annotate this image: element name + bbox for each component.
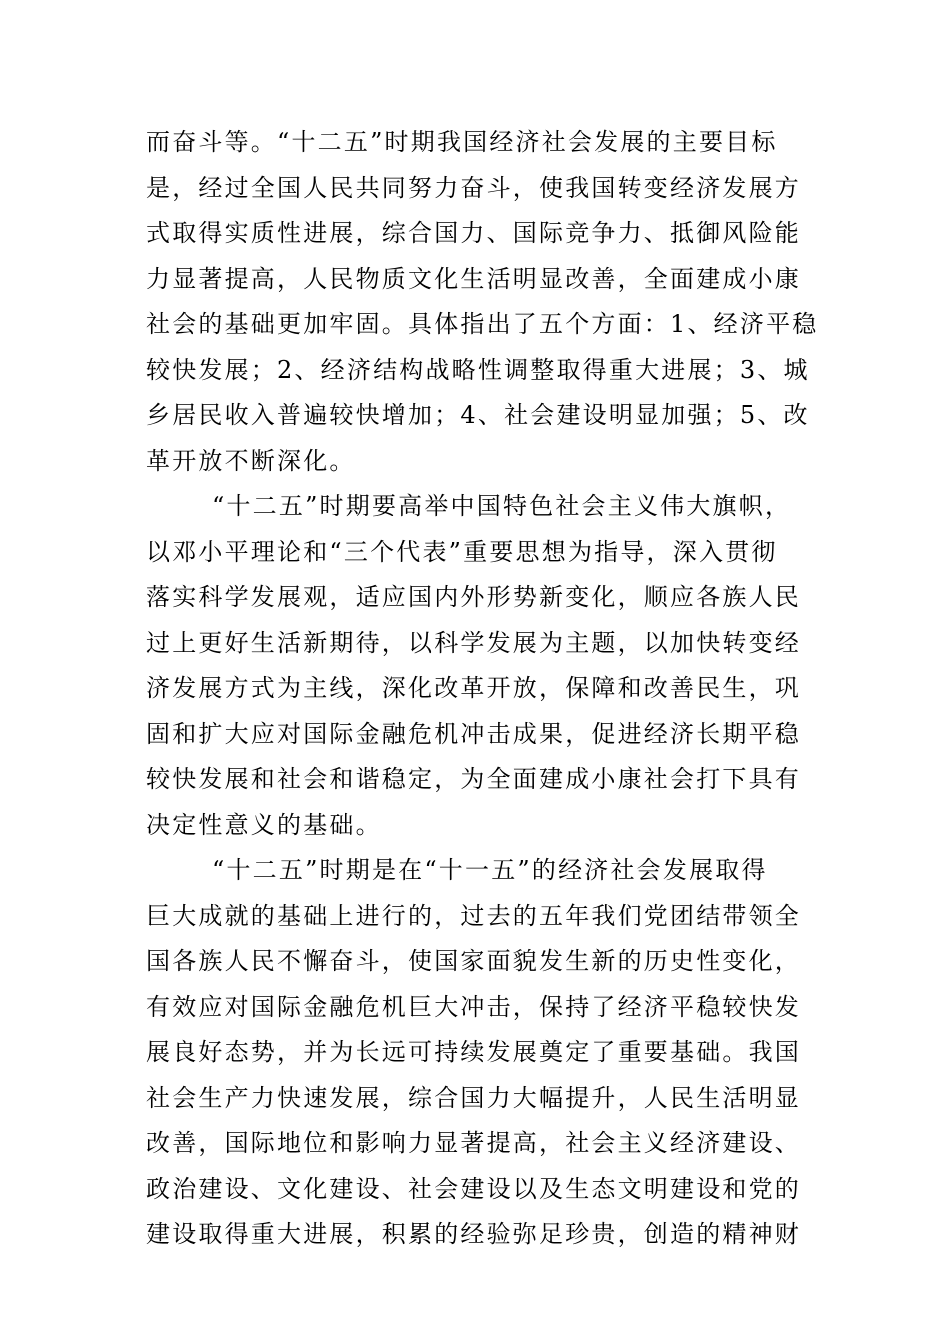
text-line: “十二五”时期要高举中国特色社会主义伟大旗帜， <box>212 492 792 520</box>
paragraph-2 <box>146 484 806 848</box>
text-line: “十二五”时期是在“十一五”的经济社会发展取得 <box>212 856 768 884</box>
text-line: 巨大成就的基础上进行的，过去的五年我们党团结带领全 <box>146 901 801 930</box>
text-line: 政治建设、文化建设、社会建设以及生态文明建设和党的 <box>146 1174 801 1203</box>
text-line: 建设取得重大进展，积累的经验弥足珍贵，创造的精神财 <box>146 1220 801 1248</box>
text-line: 较快发展；2、经济结构战略性调整取得重大进展；3、城 <box>146 355 810 384</box>
text-line: 是，经过全国人民共同努力奋斗，使我国转变经济发展方 <box>146 173 801 202</box>
text-line: 力显著提高，人民物质文化生活明显改善，全面建成小康 <box>146 264 801 293</box>
text-line: 决定性意义的基础。 <box>146 810 382 839</box>
text-line: 展良好态势，并为长远可持续发展奠定了重要基础。我国 <box>146 1038 801 1066</box>
document-page <box>146 120 819 1258</box>
text-line: 有效应对国际金融危机巨大冲击，保持了经济平稳较快发 <box>146 992 801 1021</box>
text-line: 社会生产力快速发展，综合国力大幅提升，人民生活明显 <box>146 1083 801 1112</box>
text-line: 式取得实质性进展，综合国力、国际竞争力、抵御风险能 <box>146 219 801 247</box>
text-line: 较快发展和社会和谐稳定，为全面建成小康社会打下具有 <box>146 765 801 793</box>
text-line: 改善，国际地位和影响力显著提高，社会主义经济建设、 <box>146 1129 801 1157</box>
text-line: 济发展方式为主线，深化改革开放，保障和改善民生，巩 <box>146 674 801 702</box>
text-line: 过上更好生活新期待，以科学发展为主题，以加快转变经 <box>146 628 801 657</box>
paragraph-3 <box>146 848 806 1258</box>
text-line: 而奋斗等。“十二五”时期我国经济社会发展的主要目标 <box>146 128 778 156</box>
text-line: 固和扩大应对国际金融危机冲击成果，促进经济长期平稳 <box>146 719 801 748</box>
text-line: 国各族人民不懈奋斗，使国家面貌发生新的历史性变化， <box>146 947 801 975</box>
text-line: 社会的基础更加牢固。具体指出了五个方面：1、经济平稳 <box>146 310 819 338</box>
text-line: 落实科学发展观，适应国内外形势新变化，顺应各族人民 <box>146 583 801 611</box>
text-line: 革开放不断深化。 <box>146 446 356 475</box>
text-line: 乡居民收入普遍较快增加；4、社会建设明显加强；5、改 <box>146 401 810 429</box>
paragraph-1 <box>146 120 819 484</box>
text-line: 以邓小平理论和“三个代表”重要思想为指导，深入贯彻 <box>146 537 778 566</box>
